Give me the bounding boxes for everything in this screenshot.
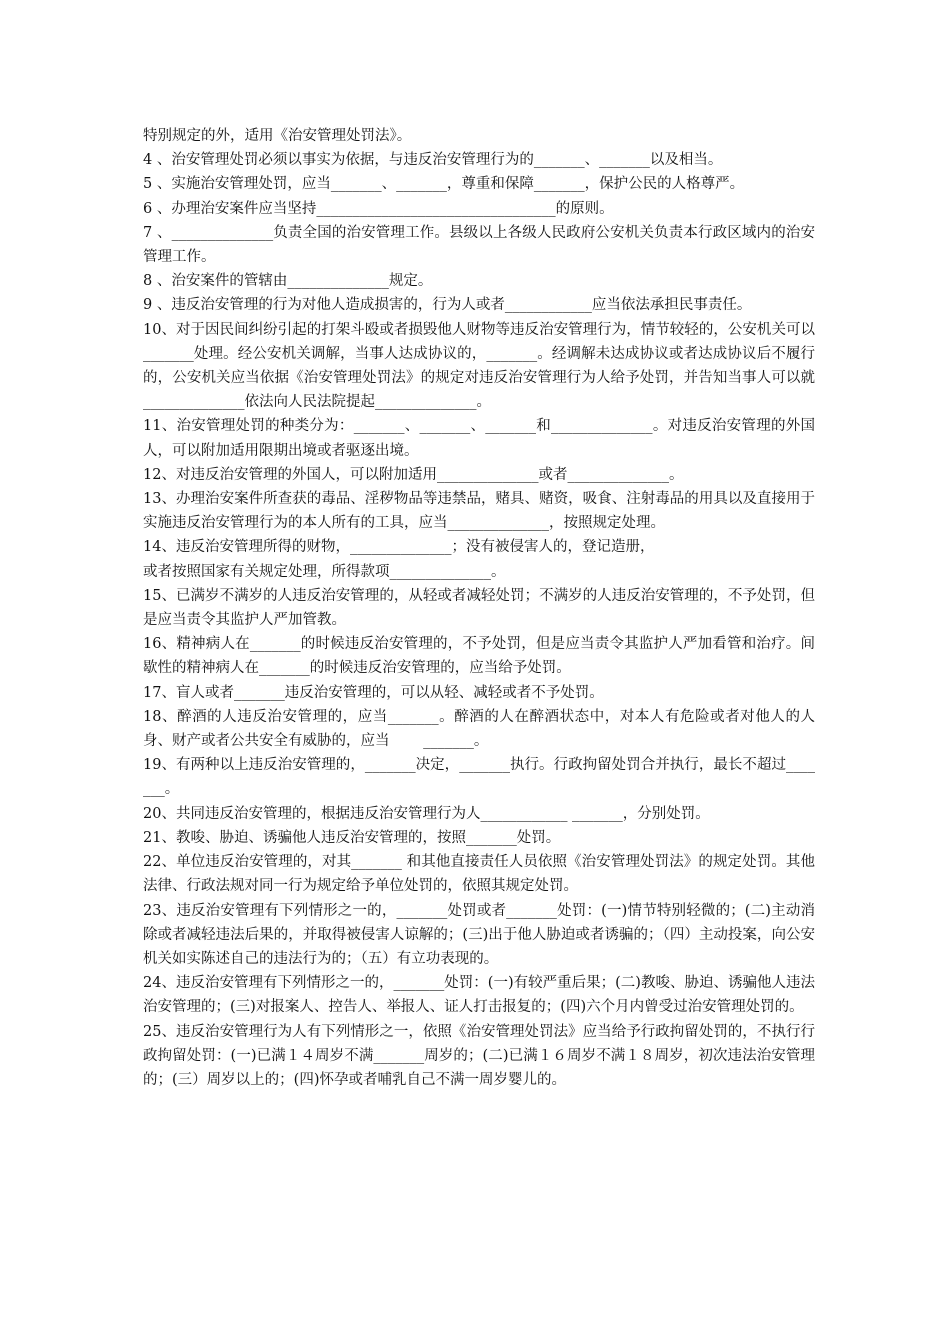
question-23: 23、违反治安管理有下列情形之一的，_______处罚或者_______处罚：(一)情节特别轻微的；(二)主动消除或者减轻违法后果的，并取得被侵害人谅解的；(三)出于他人胁迫或者诱骗的；（四）主动投案，向公安机关如实陈述自己的违法行为的；（五）有立功表现的。 <box>143 902 815 967</box>
paragraph-intro: 特别规定的外，适用《治安管理处罚法》。 <box>143 128 412 144</box>
question-16: 16、精神病人在_______的时候违反治安管理的，不予处罚，但是应当责令其监护人严加看管和治疗。间歇性的精神病人在_______的时候违反治安管理的，应当给予处罚。 <box>143 636 815 677</box>
question-10: 10、对于因民间纠纷引起的打架斗殴或者损毁他人财物等违反治安管理行为，情节较轻的，公安机关可以_______处理。经公安机关调解，当事人达成协议的，_______。经调解未达成协议或者达成协议后不履行的，公安机关应当依据《治安管理处罚法》的规定对违反治安管理行为人给予处罚，并告知当事人可以就______________依法向人民法院提起______________。 <box>143 321 815 411</box>
question-9: 9 、违反治安管理的行为对他人造成损害的，行为人或者____________应当依法承担民事责任。 <box>143 297 752 314</box>
question-19: 19、有两种以上违反治安管理的，_______决定，_______执行。行政拘留处罚合并执行，最长不超过_______。 <box>143 757 815 798</box>
question-20: 20、共同违反治安管理的，根据违反治安管理行为人____________ _______，分别处罚。 <box>143 805 710 822</box>
question-11: 11、治安管理处罚的种类分为：_______、_______、_______和______________。对违反治安管理的外国人，可以附加适用限期出境或者驱逐出境。 <box>143 418 815 459</box>
question-21: 21、教唆、胁迫、诱骗他人违反治安管理的，按照_______处罚。 <box>143 829 561 846</box>
question-25: 25、违反治安管理行为人有下列情形之一，依照《治安管理处罚法》应当给予行政拘留处罚的，不执行行政拘留处罚：(一)已满１４周岁不满_______周岁的；(二)已满１６周岁不满１８周岁，初次违法治安管理的；(三）周岁以上的；(四)怀孕或者哺乳自己不满一周岁婴儿的。 <box>143 1023 815 1088</box>
question-8: 8 、治安案件的管辖由______________规定。 <box>143 273 433 290</box>
question-5: 5 、实施治安管理处罚，应当_______、_______，尊重和保障_______，保护公民的人格尊严。 <box>143 176 745 193</box>
question-6: 6 、办理治安案件应当坚持_________________________________的原则。 <box>143 200 614 217</box>
question-18: 18、醉酒的人违反治安管理的，应当_______。醉酒的人在醉酒状态中，对本人有危险或者对他人的人身、财产或者公共安全有威胁的，应当 _______。 <box>143 708 815 750</box>
question-14: 14、违反治安管理所得的财物，______________；没有被侵害人的，登记造册， 或者按照国家有关规定处理，所得款项______________。 <box>143 539 655 580</box>
question-7: 7 、______________负责全国的治安管理工作。县级以上各级人民政府公安机关负责本行政区域内的治安管理工作。 <box>143 224 815 266</box>
question-22: 22、单位违反治安管理的，对其_______ 和其他直接责任人员依照《治安管理处罚法》的规定处罚。其他法律、行政法规对同一行为规定给予单位处罚的，依照其规定处罚。 <box>143 854 815 895</box>
question-15: 15、已满岁不满岁的人违反治安管理的，从轻或者减轻处罚；不满岁的人违反治安管理的，不予处罚，但是应当责令其监护人严加管教。 <box>143 587 815 629</box>
question-4: 4 、治安管理处罚必须以事实为依据，与违反治安管理行为的_______、_______以及相当。 <box>143 152 723 169</box>
document-body <box>143 124 815 1092</box>
question-12: 12、对违反治安管理的外国人，可以附加适用______________或者______________。 <box>143 466 684 483</box>
question-17: 17、盲人或者_______违反治安管理的，可以从轻、减轻或者不予处罚。 <box>143 684 604 701</box>
question-24: 24、违反治安管理有下列情形之一的，_______处罚：(一)有较严重后果；(二)教唆、胁迫、诱骗他人违法治安管理的；(三)对报案人、控告人、举报人、证人打击报复的；(四)六个月内曾受过治安管理处罚的。 <box>143 975 815 1016</box>
question-13: 13、办理治安案件所查获的毒品、淫秽物品等违禁品，赌具、赌资，吸食、注射毒品的用具以及直接用于实施违反治安管理行为的本人所有的工具，应当______________，按照规定处理。 <box>143 491 815 532</box>
